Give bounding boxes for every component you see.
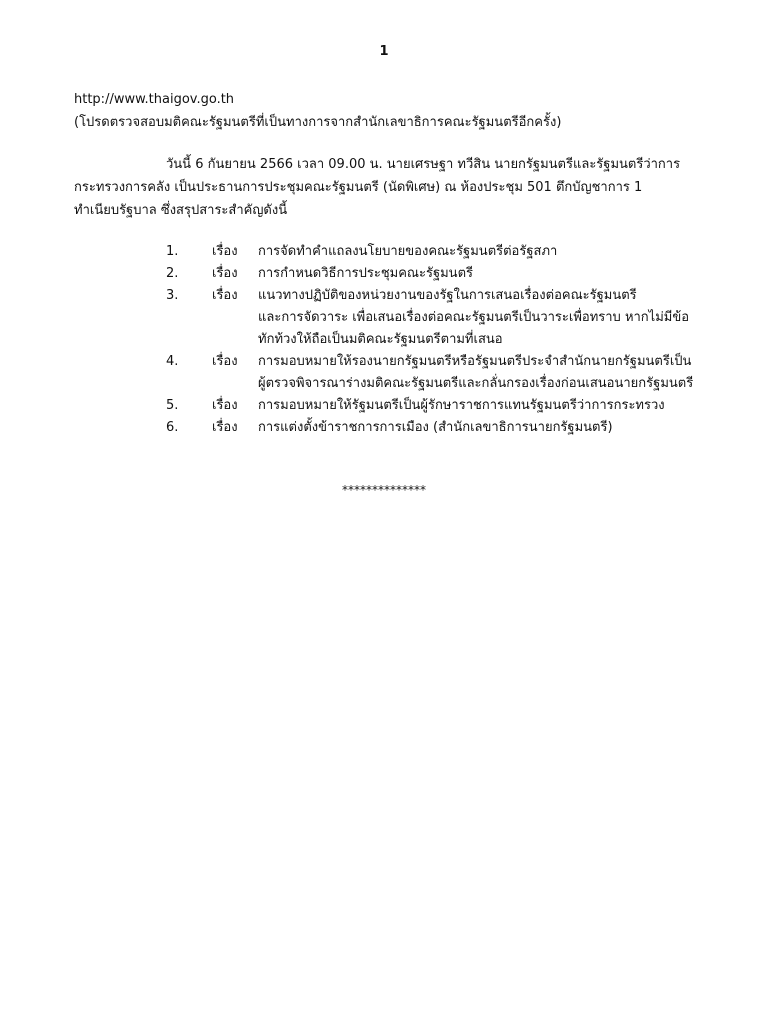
agenda-item-line: การมอบหมายให้รัฐมนตรีเป็นผู้รักษาราชการแทนรัฐมนตรีว่าการกระทรวง: [258, 398, 665, 413]
verification-note: (โปรดตรวจสอบมติคณะรัฐมนตรีที่เป็นทางการจากสำนักเลขาธิการคณะรัฐมนตรีอีกครั้ง): [74, 115, 562, 130]
section-separator: **************: [342, 483, 426, 497]
agenda-item-line: แนวทางปฏิบัติของหน่วยงานของรัฐในการเสนอเรื่องต่อคณะรัฐมนตรี: [258, 288, 637, 303]
agenda-item-line: การมอบหมายให้รองนายกรัฐมนตรีหรือรัฐมนตรีประจำสำนักนายกรัฐมนตรีเป็น: [258, 354, 692, 369]
agenda-item: [0, 351, 768, 395]
agenda-item: [0, 241, 768, 263]
intro-line: กระทรวงการคลัง เป็นประธานการประชุมคณะรัฐมนตรี (นัดพิเศษ) ณ ห้องประชุม 501 ตึกบัญชาการ 1: [74, 180, 643, 195]
agenda-item: [0, 263, 768, 285]
agenda-item-text: [258, 263, 698, 285]
agenda-item-line: และการจัดวาระ เพื่อเสนอเรื่องต่อคณะรัฐมนตรีเป็นวาระเพื่อทราบ หากไม่มีข้อ: [258, 310, 690, 325]
agenda-item-text: [258, 395, 698, 417]
agenda-item-line: การกำหนดวิธีการประชุมคณะรัฐมนตรี: [258, 266, 473, 281]
agenda-item-text: [258, 285, 698, 351]
agenda-item-label: เรื่อง: [212, 288, 238, 303]
agenda-item-label: เรื่อง: [212, 398, 238, 413]
agenda-item-number: 2.: [166, 266, 179, 281]
agenda-item-label: เรื่อง: [212, 420, 238, 435]
agenda-item-line: การแต่งตั้งข้าราชการการเมือง (สำนักเลขาธิการนายกรัฐมนตรี): [258, 420, 613, 435]
agenda-item: [0, 285, 768, 351]
agenda-item-number: 5.: [166, 398, 179, 413]
agenda-item-label: เรื่อง: [212, 244, 238, 259]
agenda-item-label: เรื่อง: [212, 266, 238, 281]
agenda-item-number: 1.: [166, 244, 179, 259]
agenda-item-number: 3.: [166, 288, 179, 303]
agenda-item-text: [258, 417, 698, 439]
agenda-item-number: 6.: [166, 420, 179, 435]
intro-line: ทำเนียบรัฐบาล ซึ่งสรุปสาระสำคัญดังนี้: [74, 203, 288, 218]
agenda-list: [0, 241, 768, 439]
intro-line: วันนี้ 6 กันยายน 2566 เวลา 09.00 น. นายเศรษฐา ทวีสิน นายกรัฐมนตรีและรัฐมนตรีว่าการ: [166, 157, 681, 172]
agenda-item-text: [258, 241, 698, 263]
agenda-item-number: 4.: [166, 354, 179, 369]
intro-paragraph: [74, 153, 696, 222]
agenda-item-line: ผู้ตรวจพิจารณาร่างมติคณะรัฐมนตรีและกลั่นกรองเรื่องก่อนเสนอนายกรัฐมนตรี: [258, 376, 694, 391]
page-number: 1: [379, 44, 389, 59]
agenda-item-line: ทักท้วงให้ถือเป็นมติคณะรัฐมนตรีตามที่เสนอ: [258, 332, 503, 347]
source-url-link[interactable]: http://www.thaigov.go.th: [74, 92, 235, 107]
agenda-item: [0, 417, 768, 439]
agenda-item-line: การจัดทำคำแถลงนโยบายของคณะรัฐมนตรีต่อรัฐสภา: [258, 244, 558, 259]
agenda-item-label: เรื่อง: [212, 354, 238, 369]
agenda-item-text: [258, 351, 698, 395]
agenda-item: [0, 395, 768, 417]
